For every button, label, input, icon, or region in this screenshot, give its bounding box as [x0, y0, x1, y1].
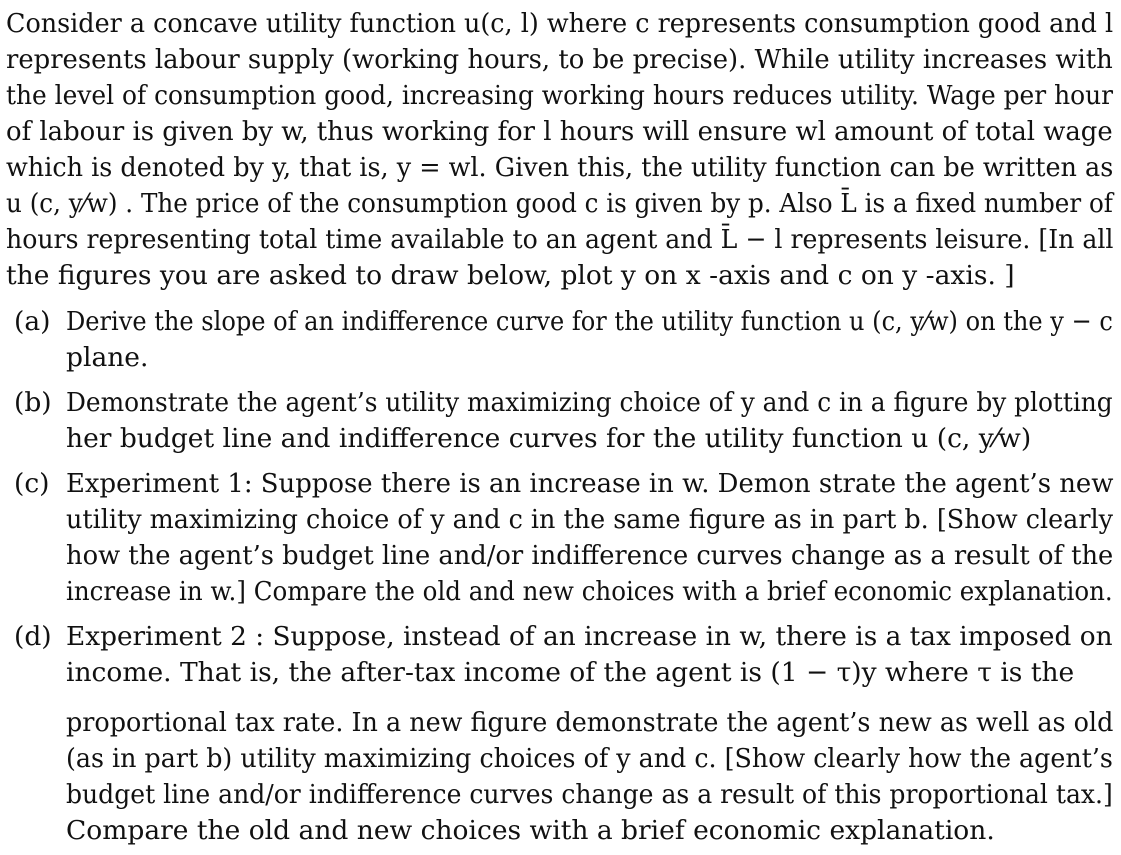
part-a-line-1: Derive the slope of an indifference curve for the utility function u (c, y⁄w) on the y − c [66, 306, 1113, 337]
intro-line-2: represents labour supply (working hours, to be precise). While utility increases with [6, 44, 1113, 75]
part-c-label: (c) [14, 468, 50, 499]
part-d-label: (d) [14, 621, 52, 652]
part-d-line-6: Compare the old and new choices with a brief economic explanation. [66, 815, 995, 846]
part-d-line-3: proportional tax rate. In a new figure demonstrate the agent’s new as well as old [66, 707, 1114, 738]
intro-line-5: which is denoted by y, that is, y = wl. Given this, the utility function can be written as [6, 152, 1114, 183]
part-d-line-1: Experiment 2 : Suppose, instead of an increase in w, there is a tax imposed on [66, 621, 1113, 652]
part-b-line-1: Demonstrate the agent’s utility maximizing choice of y and c in a figure by plotting [66, 387, 1113, 418]
intro-line-8: the figures you are asked to draw below, plot y on x -axis and c on y -axis. ] [6, 260, 1015, 291]
intro-line-4: of labour is given by w, thus working for l hours will ensure wl amount of total wage [6, 116, 1113, 147]
part-c-line-4: increase in w.] Compare the old and new choices with a brief economic explanation. [66, 576, 1113, 607]
intro-line-1: Consider a concave utility function u(c, l) where c represents consumption good and l [6, 8, 1114, 39]
part-c-line-3: how the agent’s budget line and/or indifference curves change as a result of the [66, 540, 1114, 571]
part-c-line-1: Experiment 1: Suppose there is an increase in w. Demon strate the agent’s new [66, 468, 1114, 499]
intro-line-6: u (c, y⁄w) . The price of the consumption good c is given by p. Also L̄ is a fixed number of [6, 188, 1113, 219]
part-a-label: (a) [14, 306, 51, 337]
part-a-line-2: plane. [66, 342, 149, 373]
part-c-line-2: utility maximizing choice of y and c in the same figure as in part b. [Show clearly [66, 504, 1113, 535]
part-d-line-4: (as in part b) utility maximizing choices of y and c. [Show clearly how the agent’s [66, 743, 1113, 774]
intro-line-3: the level of consumption good, increasing working hours reduces utility. Wage per hour [6, 80, 1114, 111]
part-d-line-5: budget line and/or indifference curves change as a result of this proportional tax.] [66, 779, 1113, 810]
part-b-label: (b) [14, 387, 52, 418]
part-b-line-2: her budget line and indifference curves for the utility function u (c, y⁄w) [66, 423, 1032, 454]
part-d-line-2: income. That is, the after-tax income of the agent is (1 − τ)y where τ is the [66, 657, 1075, 688]
intro-line-7: hours representing total time available to an agent and L̄ − l represents leisure. [In all [6, 224, 1114, 255]
